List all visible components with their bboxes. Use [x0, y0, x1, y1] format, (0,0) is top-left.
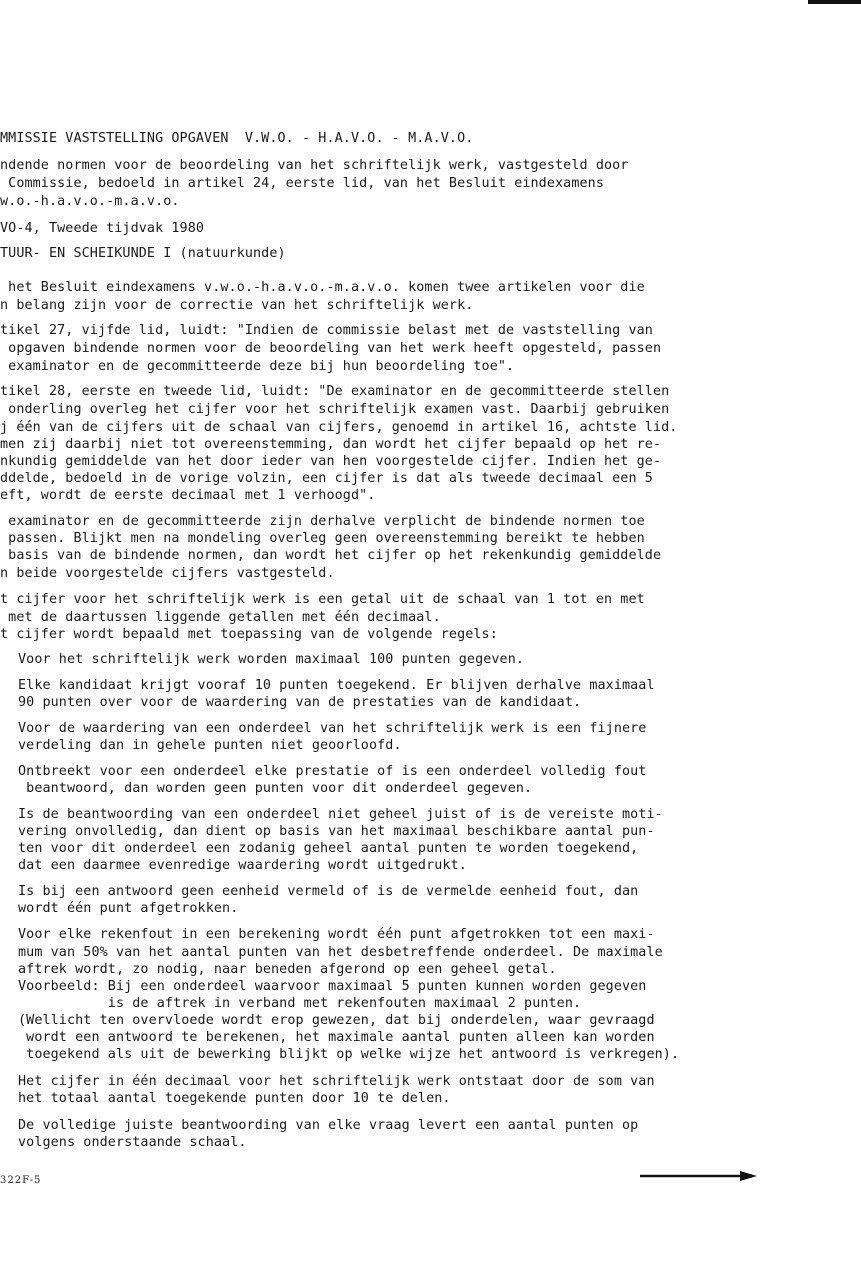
rule-line: Elke kandidaat krijgt vooraf 10 punten toegekend. Er blijven derhalve maximaal: [18, 678, 655, 693]
intro-line: w.o.-h.a.v.o.-m.a.v.o.: [0, 194, 180, 209]
paragraph-line: n belang zijn voor de correctie van het schriftelijk werk.: [0, 298, 474, 313]
rule-line: het totaal aantal toegekende punten door 10 te delen.: [18, 1091, 451, 1106]
paragraph-line: tikel 28, eerste en tweede lid, luidt: "De examinator en de gecommitteerde stellen: [0, 384, 670, 399]
rule-line: Voor de waardering van een onderdeel van het schriftelijk werk is een fijnere: [18, 721, 647, 736]
subject-title: TUUR- EN SCHEIKUNDE I (natuurkunde): [0, 246, 286, 261]
rule-line: De volledige juiste beantwoording van elke vraag levert een aantal punten op: [18, 1118, 639, 1133]
rule-line: wordt één punt afgetrokken.: [18, 901, 239, 916]
rule-line: ten voor dit onderdeel een zodanig geheel aantal punten te worden toegekend,: [18, 841, 639, 856]
rule-line: Is bij een antwoord geen eenheid vermeld of is de vermelde eenheid fout, dan: [18, 884, 639, 899]
paragraph-line: met de daartussen liggende getallen met één decimaal.: [0, 610, 441, 625]
rule-line: Ontbreekt voor een onderdeel elke prestatie of is een onderdeel volledig fout: [18, 764, 647, 779]
rule-line: volgens onderstaande schaal.: [18, 1135, 247, 1150]
paragraph-line: basis van de bindende normen, dan wordt het cijfer op het rekenkundig gemiddelde: [0, 548, 662, 563]
paragraph-line: men zij daarbij niet tot overeenstemming, dan wordt het cijfer bepaald op het re-: [0, 437, 662, 452]
example-line: Voorbeeld: Bij een onderdeel waarvoor maximaal 5 punten kunnen worden gegeven: [18, 979, 647, 994]
rule-line: aftrek wordt, zo nodig, naar beneden afgerond op een geheel getal.: [18, 962, 557, 977]
rule-line: vering onvolledig, dan dient op basis van het maximaal beschikbare aantal pun-: [18, 824, 655, 839]
rule-line: 90 punten over voor de waardering van de prestaties van de kandidaat.: [18, 695, 582, 710]
paragraph-line: opgaven bindende normen voor de beoordeling van het werk heeft opgesteld, passen: [0, 341, 662, 356]
rule-line: dat een daarmee evenredige waardering wordt uitgedrukt.: [18, 858, 467, 873]
paragraph-line: tikel 27, vijfde lid, luidt: "Indien de commissie belast met de vaststelling van: [0, 323, 653, 338]
paragraph-line: nkundig gemiddelde van het door ieder van hen voorgestelde cijfer. Indien het ge-: [0, 454, 662, 469]
paragraph-line: onderling overleg het cijfer voor het schriftelijk examen vast. Daarbij gebruiken: [0, 402, 670, 417]
paragraph-line: t cijfer wordt bepaald met toepassing van de volgende regels:: [0, 627, 498, 642]
note-line: (Wellicht ten overvloede wordt erop gewezen, dat bij onderdelen, waar gevraagd: [18, 1013, 655, 1028]
rule-line: mum van 50% van het aantal punten van het desbetreffende onderdeel. De maximale: [18, 945, 663, 960]
paragraph-line: passen. Blijkt men na mondeling overleg geen overeenstemming bereikt te hebben: [0, 531, 645, 546]
exam-title: VO-4, Tweede tijdvak 1980: [0, 221, 205, 236]
paragraph-line: het Besluit eindexamens v.w.o.-h.a.v.o.-m.a.v.o. komen twee artikelen voor die: [0, 280, 645, 295]
example-line: is de aftrek in verband met rekenfouten maximaal 2 punten.: [18, 996, 582, 1011]
rule-line: verdeling dan in gehele punten niet geoorloofd.: [18, 738, 402, 753]
paragraph-line: j één van de cijfers uit de schaal van cijfers, genoemd in artikel 16, achtste lid.: [0, 420, 678, 435]
paragraph-line: n beide voorgestelde cijfers vastgesteld.: [0, 566, 335, 581]
note-line: toegekend als uit de bewerking blijkt op welke wijze het antwoord is verkregen).: [18, 1047, 680, 1062]
note-line: wordt een antwoord te berekenen, het maximale aantal punten alleen kan worden: [18, 1030, 655, 1045]
rule-line: beantwoord, dan worden geen punten voor dit onderdeel gegeven.: [18, 781, 533, 796]
paragraph-line: examinator en de gecommitteerde zijn derhalve verplicht de bindende normen toe: [0, 514, 645, 529]
arrow-right-icon: [640, 1169, 758, 1183]
rule-line: Voor elke rekenfout in een berekening wordt één punt afgetrokken tot een maxi-: [18, 927, 655, 942]
paragraph-line: examinator en de gecommitteerde deze bij hun beoordeling toe".: [0, 359, 515, 374]
intro-line: ndende normen voor de beoordeling van het schriftelijk werk, vastgesteld door: [0, 158, 629, 173]
paragraph-line: t cijfer voor het schriftelijk werk is een getal uit de schaal van 1 tot en met: [0, 592, 645, 607]
paragraph-line: eft, wordt de eerste decimaal met 1 verhoogd".: [0, 488, 376, 503]
rule-line: Voor het schriftelijk werk worden maximaal 100 punten gegeven.: [18, 652, 525, 667]
paragraph-line: ddelde, bedoeld in de vorige volzin, een cijfer is dat als tweede decimaal een 5: [0, 471, 653, 486]
rule-line: Is de beantwoording van een onderdeel niet geheel juist of is de vereiste moti-: [18, 807, 663, 822]
commission-header: MMISSIE VASTSTELLING OPGAVEN V.W.O. - H.A.V.O. - M.A.V.O.: [0, 131, 474, 146]
intro-line: Commissie, bedoeld in artikel 24, eerste lid, van het Besluit eindexamens: [0, 176, 604, 191]
rule-line: Het cijfer in één decimaal voor het schriftelijk werk ontstaat door de som van: [18, 1074, 655, 1089]
page-code: 322F-5: [0, 1175, 42, 1186]
